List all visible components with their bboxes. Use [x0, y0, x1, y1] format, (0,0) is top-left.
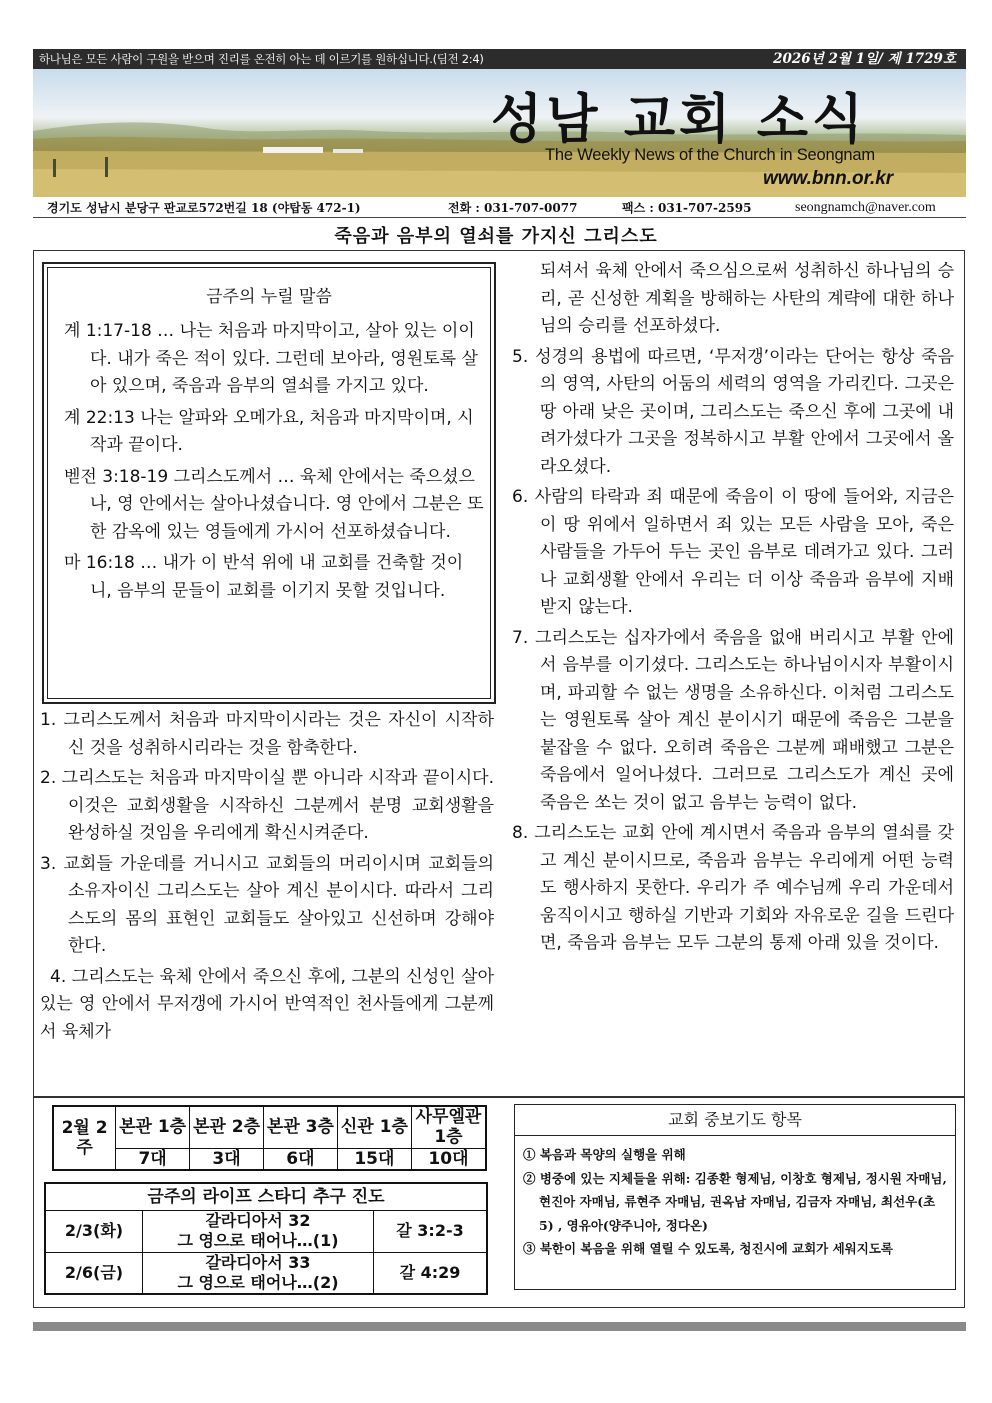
- page-headline: 죽음과 음부의 열쇠를 가지신 그리스도: [334, 226, 658, 247]
- verse-item: 벧전 3:18-19 그리스도께서 … 육체 안에서는 죽으셨으나, 영 안에서는 살아나셨습니다. 영 안에서 그분은 또한 감옥에 있는 영들에게 가시어 선포하셨습니다.: [64, 466, 484, 542]
- hall-header: 본관 2층: [190, 1106, 264, 1148]
- article-point: 4. 그리스도는 육체 안에서 죽으신 후에, 그분의 신성인 살아 있는 영 안에서 무저갱에 가시어 반역적인 천사들에게 그분께서 육체가: [40, 966, 494, 1042]
- prayer-box: [514, 1104, 956, 1290]
- article-point: 8. 그리스도는 교회 안에 계시면서 죽음과 음부의 열쇠를 갖고 계신 분이시므로, 죽음과 음부는 우리에게 어떤 능력도 행사하지 못한다. 우리가 주 예수님께 우리 가운데서 움직이시고 행하실 기반과 기회와 자유로운 길을 드린다면, 죽음과 음부는 모두 그분의 통제 아래 있을 것이다.: [512, 823, 954, 953]
- newsletter-title: 성남 교회 소식: [491, 89, 868, 150]
- verse-item: 계 22:13 나는 알파와 오메가요, 처음과 마지막이며, 시작과 끝이다.: [64, 407, 474, 455]
- prayer-title: 교회 중보기도 항목: [515, 1105, 955, 1136]
- study-lesson: [143, 1252, 374, 1294]
- table-row: [45, 1252, 487, 1294]
- study-lesson-title: 갈라디아서 33: [205, 1252, 311, 1272]
- hall-count: 6대: [263, 1148, 337, 1170]
- study-lesson-title: 갈라디아서 32: [205, 1211, 311, 1230]
- study-date: 2/6(금): [45, 1252, 143, 1294]
- header-bar: [33, 49, 966, 69]
- life-study-title: 금주의 라이프 스타디 추구 진도: [45, 1183, 487, 1210]
- life-study-table: [44, 1182, 488, 1295]
- article-point: 5. 성경의 용법에 따르면, ‘무저갱’이라는 단어는 항상 죽음의 영역, 사탄의 어둠의 세력의 영역을 가리킨다. 그곳은 땅 아래 낮은 곳이며, 그리스도는 죽으신 후에 그곳에 내려가셨다가 그곳을 정복하시고 부활 안에서 그곳에서 올라오셨다.: [512, 346, 954, 477]
- hall-count: 10대: [411, 1148, 486, 1170]
- attendance-table: [52, 1105, 487, 1171]
- article-point: 3. 교회들 가운데를 거니시고 교회들의 머리이시며 교회들의 소유자이신 그리스도는 살아 계신 분이시다. 따라서 그리스도의 몸의 표현인 교회들도 살아있고 신선하며 강해야 한다.: [40, 853, 494, 956]
- verse-item: 마 16:18 … 내가 이 반석 위에 내 교회를 건축할 것이니, 음부의 문들이 교회를 이기지 못할 것입니다.: [64, 553, 464, 601]
- hall-header: 신관 1층: [337, 1106, 411, 1148]
- hall-count: 7대: [116, 1148, 190, 1170]
- church-email[interactable]: seongnamch@naver.com: [795, 200, 936, 215]
- table-row: [45, 1210, 487, 1252]
- attendance-week: 2월 2주: [53, 1106, 116, 1170]
- study-date: 2/3(화): [45, 1210, 143, 1252]
- header-banner: [33, 69, 966, 197]
- header-verse: 하나님은 모든 사람이 구원을 받으며 진리를 온전히 아는 데 이르기를 원하십니다.(딤전 2:4): [39, 52, 484, 66]
- prayer-item: ① 복음과 목양의 실행을 위해: [523, 1147, 686, 1162]
- article-point: 7. 그리스도는 십자가에서 죽음을 없애 버리시고 부활 안에서 음부를 이기셨다. 그리스도는 하나님이시자 부활이시며, 파괴할 수 없는 생명을 소유하신다. 이처럼 그리스도는 영원토록 살아 계신 분이시기 때문에 죽음은 그분을 붙잡을 수 없다. 오히려 죽음은 그분께 패배했고 그분은 죽음에서 일어나셨다. 그러므로 그리스도가 계신 곳에 죽음은 쏘는 것이 없고 음부는 능력이 없다.: [512, 627, 954, 813]
- prayer-item: ③ 북한이 복음을 위해 열릴 수 있도록, 청진시에 교회가 세워지도록: [523, 1241, 893, 1256]
- prayer-item: ② 병중에 있는 지체들을 위해: 김종환 형제님, 이창호 형제님, 정시원 자매님, 현진아 자매님, 류현주 자매님, 권옥남 자매님, 김금자 자매님, 최선우(초5) , 영유아(양주니아, 정다온): [523, 1170, 947, 1233]
- weekly-word-title: 금주의 누릴 말씀: [206, 287, 332, 307]
- article-right-column: [512, 258, 954, 961]
- study-lesson: [143, 1210, 374, 1252]
- hall-header: 본관 1층: [116, 1106, 190, 1148]
- newsletter-subtitle: The Weekly News of the Church in Seongnam: [545, 146, 875, 164]
- study-lesson-subtitle: 그 영으로 태어나…(1): [177, 1231, 339, 1250]
- verse-item: 계 1:17-18 … 나는 처음과 마지막이고, 살아 있는 이이다. 내가 죽은 적이 있다. 그런데 보아라, 영원토록 살아 있으며, 죽음과 음부의 열쇠를 가지고 있다.: [64, 321, 478, 396]
- article-point: 6. 사람의 타락과 죄 때문에 죽음이 이 땅에 들어와, 지금은 이 땅 위에서 일하면서 죄 있는 모든 사람을 모아, 죽은 사람들을 가두어 두는 곳인 음부로 데려가고 있다. 그러나 교회생활 안에서 우리는 더 이상 죽음과 음부에 지배받지 않는다.: [512, 487, 954, 617]
- weekly-word-box: [42, 262, 496, 704]
- church-phone: 전화 : 031-707-0077: [448, 201, 578, 215]
- church-address: 경기도 성남시 분당구 판교로572번길 18 (야탑동 472-1): [47, 201, 361, 215]
- hall-header: 본관 3층: [263, 1106, 337, 1148]
- article-left-column: [40, 707, 494, 1049]
- website-link[interactable]: www.bnn.or.kr: [763, 168, 894, 189]
- footer-divider: [33, 1322, 966, 1331]
- church-fax: 팩스 : 031-707-2595: [622, 201, 752, 215]
- hall-count: 3대: [190, 1148, 264, 1170]
- article-point-continued: 되셔서 육체 안에서 죽으심으로써 성취하신 하나님의 승리, 곧 신성한 계획을 방해하는 사탄의 계략에 대한 하나님의 승리를 선포하셨다.: [540, 261, 954, 336]
- study-reference: 갈 3:2-3: [374, 1210, 488, 1252]
- study-reference: 갈 4:29: [374, 1252, 488, 1294]
- church-address-bar: [33, 199, 966, 218]
- hall-header: 사무엘관 1층: [411, 1106, 486, 1148]
- article-point: 2. 그리스도는 처음과 마지막이실 뿐 아니라 시작과 끝이시다. 이것은 교회생활을 시작하신 그분께서 분명 교회생활을 완성하실 것임을 우리에게 확신시켜준다.: [40, 768, 494, 843]
- article-point: 1. 그리스도께서 처음과 마지막이시라는 것은 자신이 시작하신 것을 성취하시리라는 것을 함축한다.: [40, 710, 494, 758]
- issue-number: 2026년 2월 1일/ 제 1729호: [773, 51, 956, 67]
- study-lesson-subtitle: 그 영으로 태어나…(2): [177, 1272, 339, 1292]
- hall-count: 15대: [337, 1148, 411, 1170]
